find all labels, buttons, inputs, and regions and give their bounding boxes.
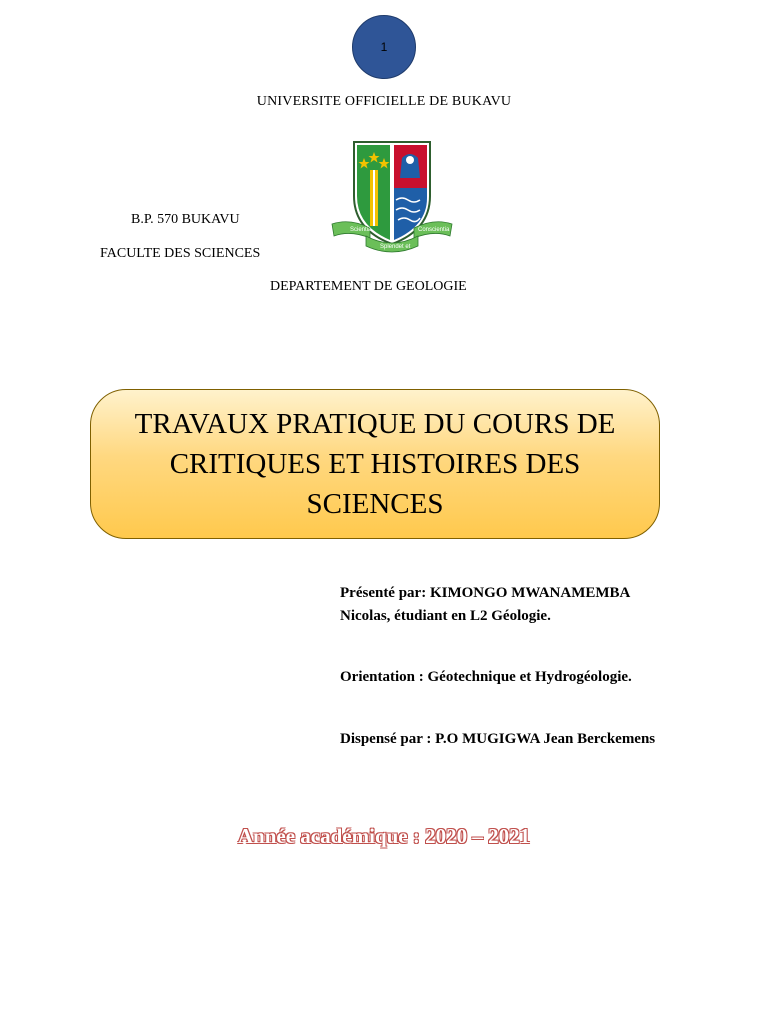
postal-box: B.P. 570 BUKAVU <box>131 212 240 227</box>
faculty-name: FACULTE DES SCIENCES <box>100 246 261 261</box>
taught-by: Dispensé par : P.O MUGIGWA Jean Berckemens <box>340 731 656 747</box>
page-number-badge <box>352 15 416 79</box>
document-title: TRAVAUX PRATIQUE DU COURS DE CRITIQUES ET HISTOIRES DES SCIENCES <box>134 408 616 520</box>
academic-year: Année académique : 2020 – 2021 <box>237 824 531 848</box>
svg-text:Scientia: Scientia <box>350 227 372 233</box>
orientation: Orientation : Géotechnique et Hydrogéologie. <box>340 669 632 685</box>
university-name: UNIVERSITE OFFICIELLE DE BUKAVU <box>256 94 512 109</box>
svg-text:Splendet et: Splendet et <box>380 244 411 250</box>
department-name: DEPARTEMENT DE GEOLOGIE <box>270 279 467 294</box>
svg-text:Conscientia: Conscientia <box>418 227 450 233</box>
university-crest-icon <box>330 138 454 258</box>
title-box <box>90 389 660 539</box>
page-number: 1 <box>380 40 388 54</box>
presented-by: Présenté par: KIMONGO MWANAMEMBA Nicolas, étudiant en L2 Géologie. <box>340 585 630 624</box>
